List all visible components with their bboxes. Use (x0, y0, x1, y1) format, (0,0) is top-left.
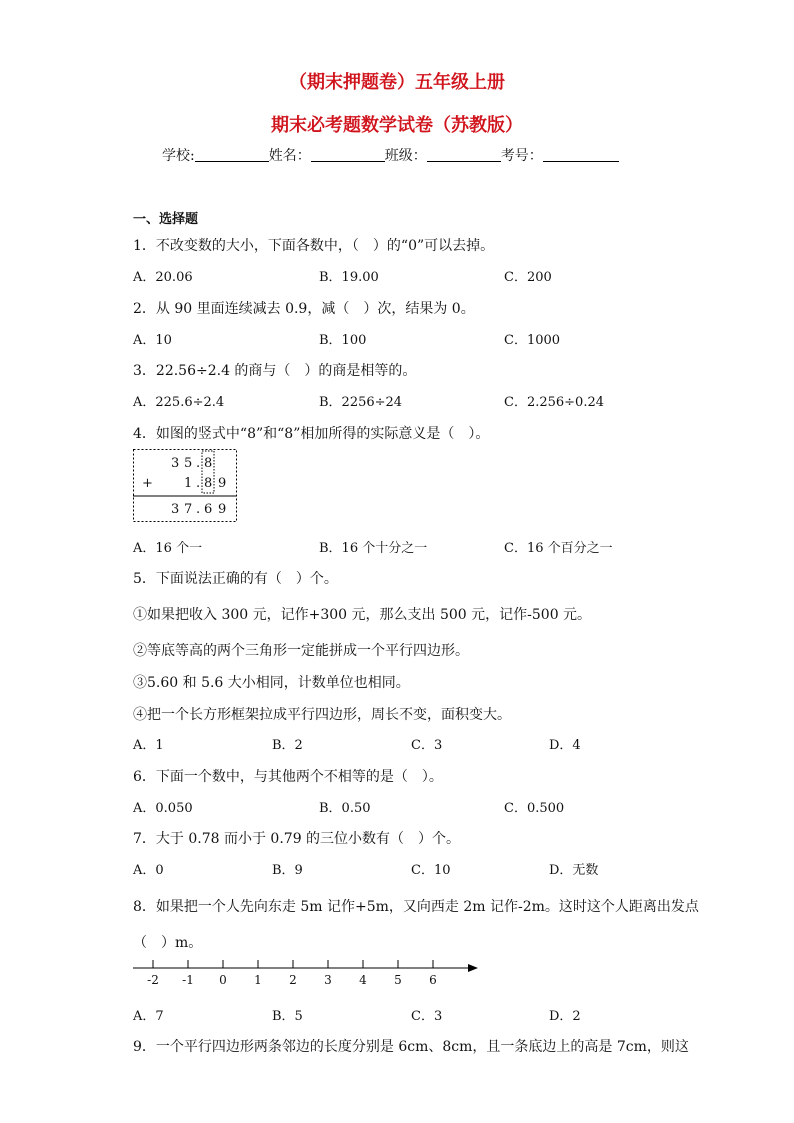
class-label: 班级： (384, 148, 427, 164)
question-3: 3．22.56÷2.4 的商与（ ）的商是相等的。 (133, 363, 417, 379)
q8-option-b[interactable]: B．5 (272, 1009, 303, 1024)
name-blank[interactable] (311, 147, 385, 162)
q3-option-c[interactable]: C．2.256÷0.24 (504, 395, 605, 410)
number-line-label: 0 (219, 973, 227, 987)
section-heading-choice: 一、选择题 (133, 212, 199, 227)
q4-option-b[interactable]: B．16 个十分之一 (319, 541, 428, 556)
number-line-label: -1 (182, 973, 194, 987)
question-4: 4．如图的竖式中“8”和“8”相加所得的实际意义是（ ）。 (133, 426, 490, 442)
q5-option-a[interactable]: A．1 (133, 738, 164, 753)
v-r2-hundredths: 9 (218, 476, 227, 491)
school-label: 学校: (162, 148, 195, 164)
question-8: 8．如果把一个人先向东走 5m 记作+5m，又向西走 2m 记作-2m。这时这个人距离出发点 (133, 899, 699, 915)
q2-option-c[interactable]: C．1000 (504, 333, 561, 348)
v-r2-point: . (196, 476, 201, 491)
q1-option-c[interactable]: C．200 (504, 270, 552, 285)
v-res-hundredths: 9 (218, 502, 227, 517)
statement-4: ④把一个长方形框架拉成平行四边形，周长不变，面积变大。 (133, 707, 511, 723)
v-res-point: . (196, 502, 201, 517)
question-8-continued: （ ）m。 (133, 935, 203, 951)
v-r2-plus: + (142, 476, 153, 491)
statement-3: ③5.60 和 5.6 大小相同，计数单位也相同。 (133, 675, 410, 691)
q5-option-b[interactable]: B．2 (272, 738, 303, 753)
v-r2-ones: 1 (184, 476, 193, 491)
q6-option-a[interactable]: A．0.050 (133, 801, 193, 816)
q7-option-a[interactable]: A．0 (133, 863, 164, 878)
v-r1-tens: 3 (171, 456, 180, 471)
number-line-label: 5 (394, 973, 402, 987)
question-1: 1．不改变数的大小，下面各数中，（ ）的“0”可以去掉。 (133, 238, 495, 254)
exam-no-blank[interactable] (543, 147, 619, 162)
number-line-label: 6 (429, 973, 437, 987)
number-line-label: 1 (254, 973, 262, 987)
q1-option-a[interactable]: A．20.06 (133, 270, 193, 285)
v-r1-point: . (196, 456, 201, 471)
q5-option-d[interactable]: D．4 (549, 738, 581, 753)
q8-option-d[interactable]: D．2 (549, 1009, 581, 1024)
statement-1: ①如果把收入 300 元，记作+300 元，那么支出 500 元，记作-500 元。 (133, 607, 592, 623)
question-6: 6．下面一个数中，与其他两个不相等的是（ ）。 (133, 769, 443, 785)
question-9: 9．一个平行四边形两条邻边的长度分别是 6cm、8cm，且一条底边上的高是 7cm，则这 (133, 1039, 689, 1055)
q3-option-b[interactable]: B．2256÷24 (319, 395, 403, 410)
student-info-row (162, 145, 619, 165)
school-blank[interactable] (195, 147, 269, 162)
number-line-label: 2 (289, 973, 297, 987)
v-res-ones: 7 (184, 502, 193, 517)
question-5: 5．下面说法正确的有（ ）个。 (133, 571, 338, 587)
q5-option-c[interactable]: C．3 (411, 738, 443, 753)
q3-option-a[interactable]: A．225.6÷2.4 (133, 395, 225, 410)
q2-option-b[interactable]: B．100 (319, 333, 367, 348)
question-2: 2．从 90 里面连续减去 0.9，减（ ）次，结果为 0。 (133, 301, 475, 317)
q1-option-b[interactable]: B．19.00 (319, 270, 379, 285)
v-res-tens: 3 (171, 502, 180, 517)
q7-option-c[interactable]: C．10 (411, 863, 451, 878)
q8-option-a[interactable]: A．7 (133, 1009, 164, 1024)
q7-option-d[interactable]: D．无数 (549, 863, 599, 878)
exam-title-line1: （期末押题卷）五年级上册 (289, 72, 505, 93)
q4-option-c[interactable]: C．16 个百分之一 (504, 541, 613, 556)
exam-title-line2: 期末必考题数学试卷（苏教版） (271, 115, 523, 136)
question-7: 7．大于 0.78 而小于 0.79 的三位小数有（ ）个。 (133, 831, 461, 847)
q6-option-b[interactable]: B．0.50 (319, 801, 371, 816)
vertical-addition-figure (133, 449, 237, 522)
name-label: 姓名： (268, 148, 311, 164)
v-res-tenths: 6 (204, 502, 213, 517)
v-r1-ones: 5 (184, 456, 193, 471)
q8-option-c[interactable]: C．3 (411, 1009, 443, 1024)
q7-option-b[interactable]: B．9 (272, 863, 303, 878)
q2-option-a[interactable]: A．10 (133, 333, 172, 348)
number-line-label: 3 (324, 973, 332, 987)
number-line-label: 4 (359, 973, 367, 987)
exam-no-label: 考号： (500, 148, 543, 164)
v-r2-tenths: 8 (204, 476, 213, 491)
q4-option-a[interactable]: A．16 个一 (133, 541, 203, 556)
number-line-figure (133, 956, 478, 988)
q6-option-c[interactable]: C．0.500 (504, 801, 565, 816)
class-blank[interactable] (427, 147, 501, 162)
v-r1-tenths: 8 (204, 456, 213, 471)
number-line-label: -2 (147, 973, 159, 987)
number-line-arrow (468, 964, 478, 972)
statement-2: ②等底等高的两个三角形一定能拼成一个平行四边形。 (133, 643, 469, 659)
